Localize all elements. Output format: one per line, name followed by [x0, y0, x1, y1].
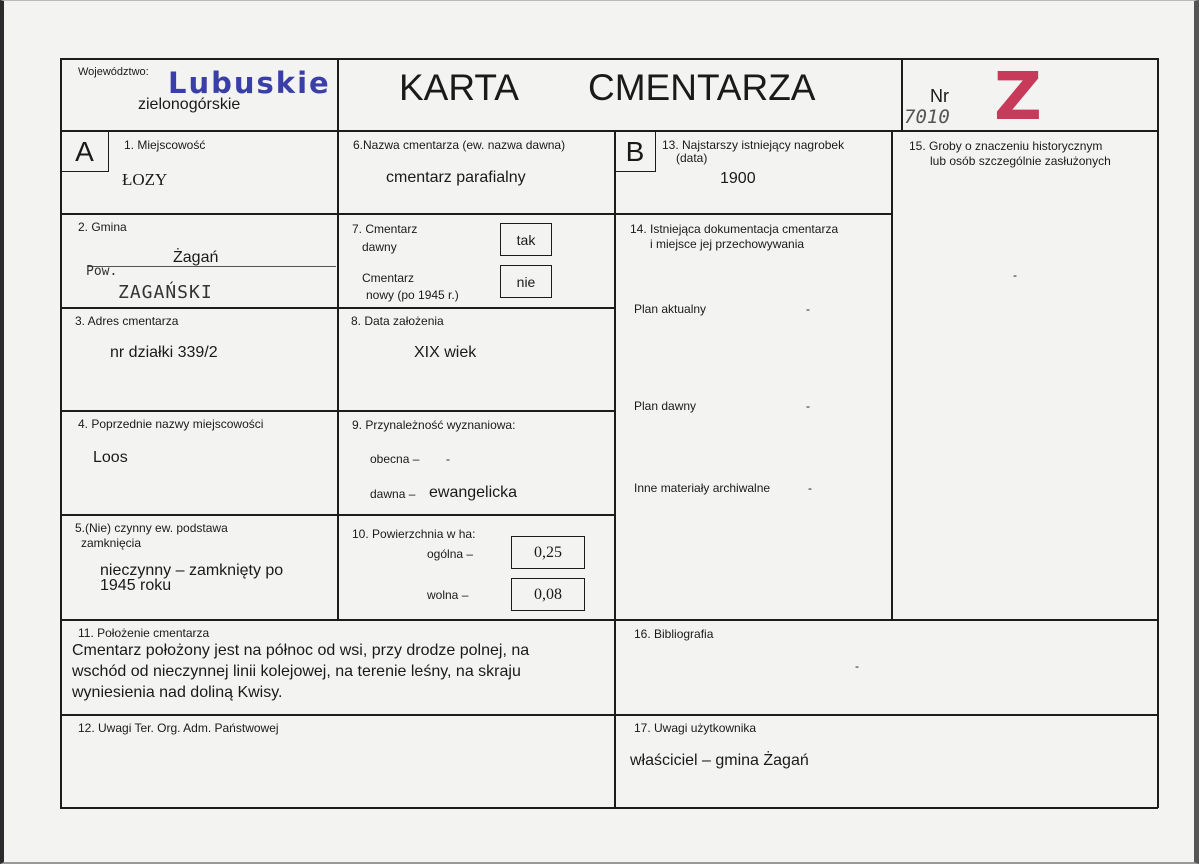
title-karta: KARTA	[399, 67, 519, 108]
old-plan-value: -	[806, 399, 810, 413]
status-sublabel: zamknięcia	[81, 536, 142, 550]
oldest-tomb-value: 1900	[720, 170, 756, 187]
user-remarks-value: właściciel – gmina Żagań	[630, 752, 809, 769]
row-divider-3	[60, 410, 614, 412]
status-value-line1: nieczynny – zamknięty po	[100, 562, 284, 579]
nr-label: Nr	[930, 86, 949, 106]
cemetery-address-label: 3. Adres cmentarza	[75, 314, 179, 328]
notable-graves-value: -	[1013, 268, 1017, 282]
outer-right-border	[1157, 58, 1159, 808]
row-divider-4	[60, 514, 614, 516]
cemetery-new-value: nie	[516, 273, 536, 290]
user-remarks-label: 17. Uwagi użytkownika	[634, 721, 757, 735]
voivodeship-label: Województwo:	[78, 66, 149, 78]
row-divider-1	[60, 213, 892, 215]
county-handwritten-label: Pow.	[86, 264, 118, 279]
denomination-label: 9. Przynależność wyznaniowa:	[352, 418, 516, 432]
oldest-tomb-sublabel: (data)	[676, 151, 708, 165]
cemetery-old-value: tak	[516, 231, 536, 248]
current-plan-value: -	[806, 302, 810, 316]
col-divider-ab	[614, 130, 616, 808]
col-divider-a	[337, 130, 339, 620]
status-value-line2: 1945 roku	[100, 577, 172, 594]
former-names-label: 4. Poprzednie nazwy miejscowości	[78, 417, 264, 431]
commune-label: 2. Gmina	[78, 220, 127, 234]
header-divider-left	[337, 58, 339, 130]
county-handwritten-value: ZAGAŃSKI	[118, 282, 213, 303]
notable-graves-sublabel: lub osób szczególnie zasłużonych	[930, 154, 1111, 168]
location-line-3: wyniesienia nad doliną Kwisy.	[72, 684, 283, 701]
voivodeship-old-name: zielonogórskie	[138, 96, 241, 113]
current-plan-label: Plan aktualny	[634, 302, 707, 316]
cemetery-name-label: 6.Nazwa cmentarza (ew. nazwa dawna)	[353, 138, 566, 152]
cemetery-name-value: cmentarz parafialny	[386, 169, 526, 186]
location-label: 11. Położenie cmentarza	[78, 626, 210, 640]
title-cmentarza: CMENTARZA	[588, 67, 816, 108]
bibliography-label: 16. Bibliografia	[634, 627, 714, 641]
area-total-label: ogólna –	[427, 547, 474, 561]
area-total-value: 0,25	[534, 543, 562, 561]
nr-handwritten: 7010	[904, 106, 950, 128]
bibliography-value: -	[855, 659, 859, 673]
outer-bottom-border	[60, 807, 1158, 809]
documentation-label: 14. Istniejąca dokumentacja cmentarza	[630, 222, 839, 236]
cemetery-old-box	[500, 223, 552, 256]
documentation-sublabel: i miejsce jej przechowywania	[650, 237, 805, 251]
archive-materials-value: -	[808, 481, 812, 495]
denomination-current-label: obecna –	[370, 452, 420, 466]
voivodeship-stamp: Lubuskie	[168, 66, 331, 100]
founding-date-value: XIX wiek	[414, 344, 477, 361]
category-stamp: Z	[994, 58, 1042, 135]
section-a-letter: A	[75, 135, 94, 167]
area-label: 10. Powierzchnia w ha:	[352, 527, 476, 541]
commune-value: Żagań	[173, 249, 219, 266]
section-b-letter: B	[625, 135, 645, 167]
denomination-former-label: dawna –	[370, 487, 416, 501]
state-admin-remarks-label: 12. Uwagi Ter. Org. Adm. Państwowej	[78, 721, 279, 735]
old-plan-label: Plan dawny	[634, 399, 697, 413]
location-line-1: Cmentarz położony jest na północ od wsi, przy drodze polnej, na	[72, 642, 530, 659]
status-label: 5.(Nie) czynny ew. podstawa	[75, 521, 228, 535]
area-free-label: wolna –	[427, 588, 469, 602]
locality-value: ŁOZY	[122, 170, 168, 189]
area-total-box	[511, 536, 585, 569]
section-b-marker	[614, 131, 656, 172]
cemetery-new-label: Cmentarz	[362, 271, 415, 285]
section-a-marker	[60, 131, 109, 172]
row-divider-2	[60, 307, 614, 309]
notable-graves-label: 15. Groby o znaczeniu historycznym	[909, 139, 1103, 153]
cemetery-new-box	[500, 265, 552, 298]
header-divider-right	[901, 58, 903, 130]
location-line-2: wschód od nieczynnej linii kolejowej, na terenie leśny, na skraju	[72, 663, 521, 680]
oldest-tomb-label: 13. Najstarszy istniejący nagrobek	[662, 138, 845, 152]
locality-label: 1. Miejscowość	[124, 138, 206, 152]
former-names-value: Loos	[93, 449, 128, 466]
cemetery-type-label: 7. Cmentarz	[352, 222, 418, 236]
row-divider-5	[60, 619, 1158, 621]
cemetery-new-sublabel: nowy (po 1945 r.)	[366, 288, 459, 302]
area-free-box	[511, 578, 585, 611]
cemetery-old-label: dawny	[362, 240, 397, 254]
cemetery-address-value: nr działki 339/2	[110, 344, 218, 361]
denomination-current-value: -	[446, 452, 450, 466]
area-free-value: 0,08	[534, 585, 562, 603]
col-divider-b	[891, 130, 893, 620]
denomination-former-value: ewangelicka	[429, 484, 518, 501]
founding-date-label: 8. Data założenia	[351, 314, 444, 328]
archive-materials-label: Inne materiały archiwalne	[634, 481, 771, 495]
row-divider-6	[60, 714, 1158, 716]
